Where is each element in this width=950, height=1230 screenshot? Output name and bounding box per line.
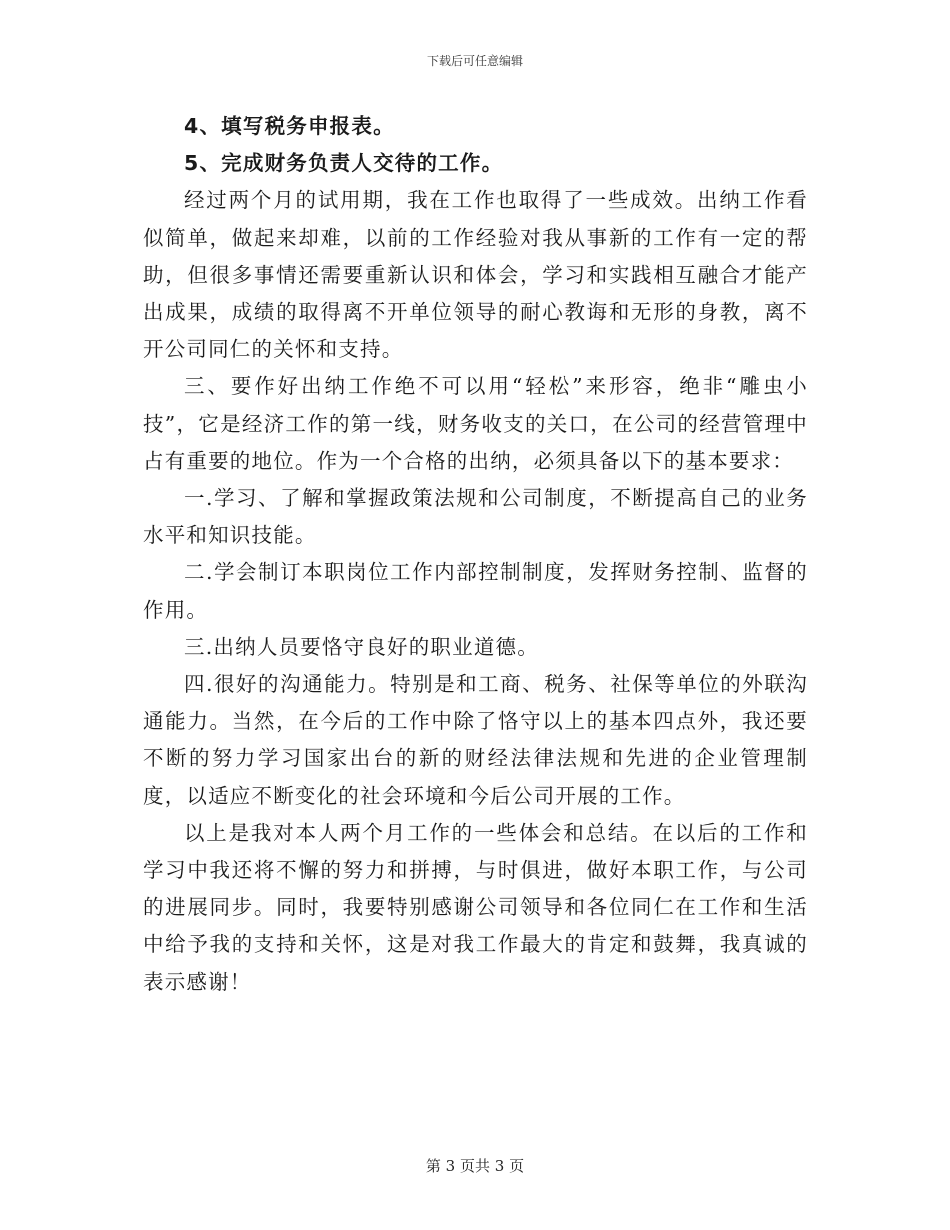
- paragraph-9: 以上是我对本人两个月工作的一些体会和总结。在以后的工作和学习中我还将不懈的努力和拼搏，与时俱进，做好本职工作，与公司的进展同步。同时，我要特别感谢公司领导和各位同仁在工作和生活中给予我的支持和关怀，这是对我工作最大的肯定和鼓舞，我真诚的表示感谢！: [143, 820, 808, 994]
- paragraph-1: 4、填写税务申报表。: [184, 114, 395, 138]
- paragraph-4: 三、要作好出纳工作绝不可以用“轻松”来形容，绝非“雕虫小技”，它是经济工作的第一线，财务收支的关口，在公司的经营管理中占有重要的地位。作为一个合格的出纳，必须具备以下的基本要求：: [143, 374, 808, 473]
- document-body: [143, 108, 808, 1001]
- page-number: 第 3 页共 3 页: [425, 1157, 525, 1175]
- page-header: 下载后可任意编辑: [426, 54, 523, 68]
- paragraph-7: 三.出纳人员要恪守良好的职业道德。: [184, 634, 539, 659]
- paragraph-8: 四.很好的沟通能力。特别是和工商、税务、社保等单位的外联沟通能力。当然，在今后的工作中除了恪守以上的基本四点外，我还要不断的努力学习国家出台的新的财经法律法规和先进的企业管理制度，以适应不断变化的社会环境和今后公司开展的工作。: [143, 672, 808, 808]
- paragraph-6: 二.学会制订本职岗位工作内部控制制度，发挥财务控制、监督的作用。: [143, 560, 808, 622]
- paragraph-3: 经过两个月的试用期，我在工作也取得了一些成效。出纳工作看似简单，做起来却难，以前的工作经验对我从事新的工作有一定的帮助，但很多事情还需要重新认识和体会，学习和实践相互融合才能产出成果，成绩的取得离不开单位领导的耐心教诲和无形的身教，离不开公司同仁的关怀和支持。: [143, 188, 808, 362]
- paragraph-2: 5、完成财务负责人交待的工作。: [184, 151, 504, 176]
- paragraph-5: 一.学习、了解和掌握政策法规和公司制度，不断提高自己的业务水平和知识技能。: [143, 486, 808, 548]
